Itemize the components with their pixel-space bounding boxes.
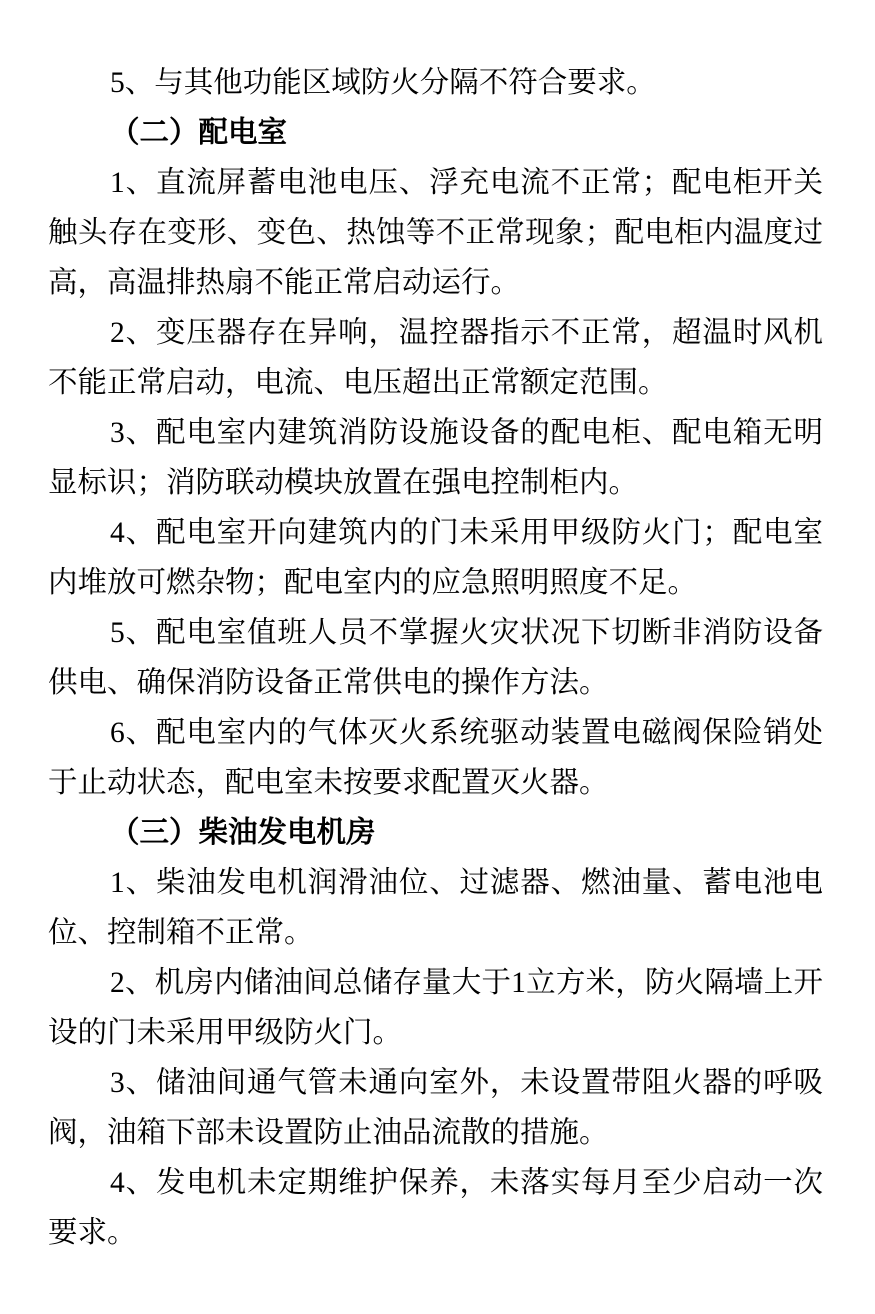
body-paragraph: 6、配电室内的气体灭火系统驱动装置电磁阀保险销处于止动状态，配电室未按要求配置灭火器。 [48, 716, 823, 799]
body-paragraph: 5、配电室值班人员不掌握火灾状况下切断非消防设备供电、确保消防设备正常供电的操作方法。 [48, 616, 823, 699]
arabic-numeral: 4 [110, 517, 125, 549]
body-paragraph: 1、直流屏蓄电池电压、浮充电流不正常；配电柜开关触头存在变形、变色、热蚀等不正常现象；配电柜内温度过高，高温排热扇不能正常启动运行。 [48, 166, 823, 299]
body-paragraph: 3、储油间通气管未通向室外，未设置带阻火器的呼吸阀，油箱下部未设置防止油品流散的措施。 [48, 1066, 823, 1149]
arabic-numeral: 3 [110, 417, 125, 449]
arabic-numeral: 4 [110, 1167, 125, 1199]
arabic-numeral: 1 [511, 967, 526, 999]
arabic-numeral: 5 [110, 617, 125, 649]
body-paragraph: 5、与其他功能区域防火分隔不符合要求。 [110, 66, 656, 99]
arabic-numeral: 3 [110, 1067, 125, 1099]
section-heading: （二）配电室 [110, 116, 288, 149]
body-paragraph: 4、配电室开向建筑内的门未采用甲级防火门；配电室内堆放可燃杂物；配电室内的应急照明照度不足。 [48, 516, 823, 599]
body-paragraph: 3、配电室内建筑消防设施设备的配电柜、配电箱无明显标识；消防联动模块放置在强电控制柜内。 [48, 416, 823, 499]
body-paragraph: 2、变压器存在异响，温控器指示不正常，超温时风机不能正常启动，电流、电压超出正常额定范围。 [48, 316, 823, 399]
arabic-numeral: 1 [110, 867, 125, 899]
arabic-numeral: 2 [110, 317, 125, 349]
body-paragraph: 4、发电机未定期维护保养，未落实每月至少启动一次要求。 [48, 1166, 823, 1249]
document-body [48, 58, 823, 1258]
arabic-numeral: 1 [110, 167, 125, 199]
body-paragraph: 1、柴油发电机润滑油位、过滤器、燃油量、蓄电池电位、控制箱不正常。 [48, 866, 823, 949]
arabic-numeral: 2 [110, 967, 125, 999]
section-heading: （三）柴油发电机房 [110, 816, 376, 849]
arabic-numeral: 6 [110, 717, 125, 749]
arabic-numeral: 5 [110, 67, 125, 99]
body-paragraph: 2、机房内储油间总储存量大于1立方米，防火隔墙上开设的门未采用甲级防火门。 [48, 966, 823, 1049]
